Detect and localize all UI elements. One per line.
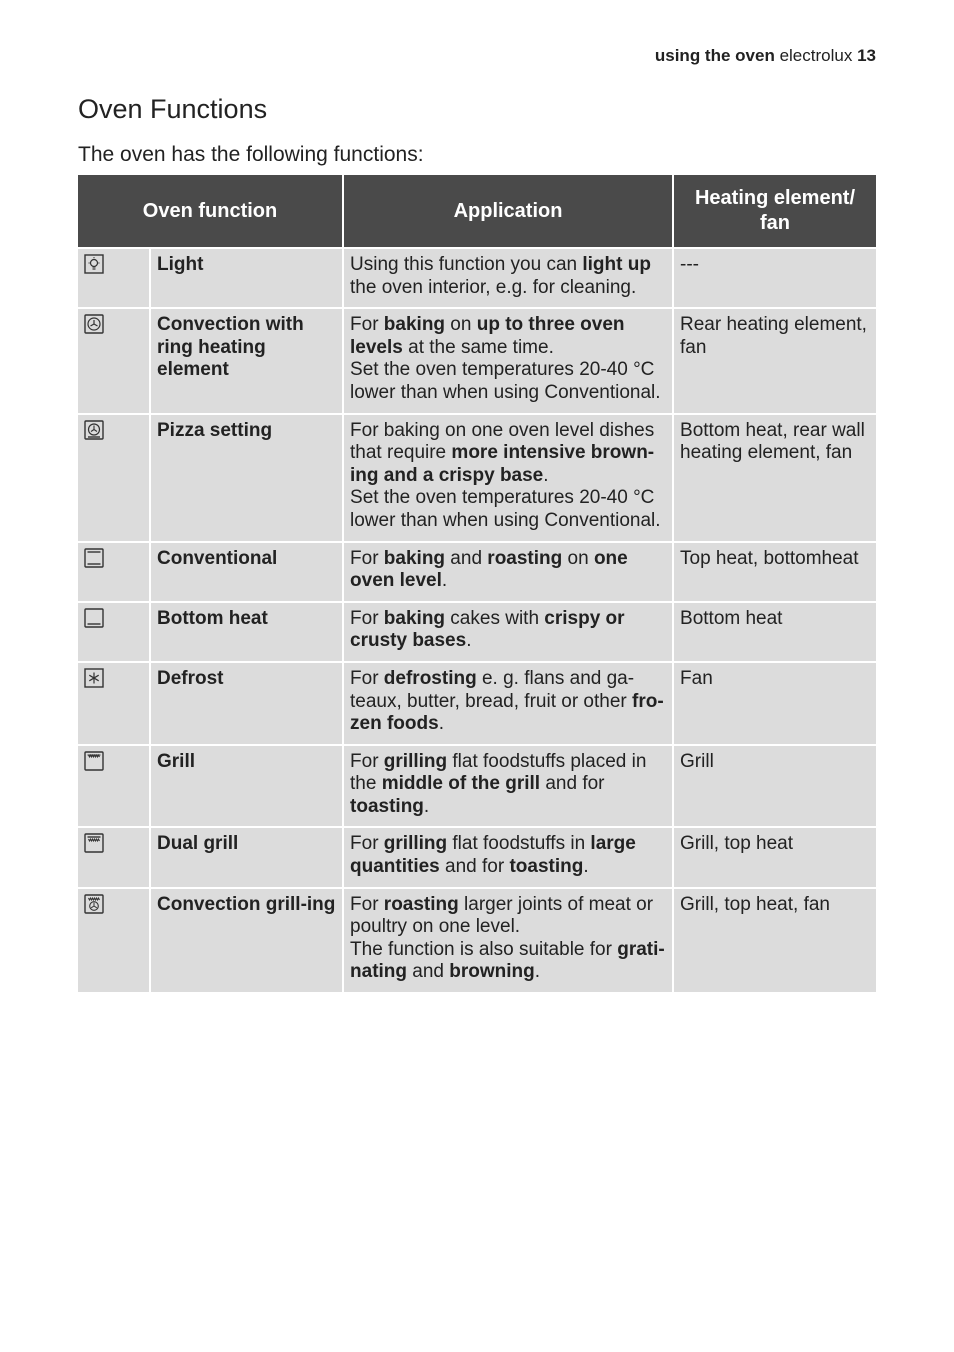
table-row [78, 248, 876, 308]
table-row [78, 602, 876, 662]
application-text: For [350, 607, 384, 629]
application-text: flat foodstuffs in [447, 833, 591, 855]
application-text: and [407, 961, 450, 983]
convection-ring-icon [84, 314, 104, 334]
page-title: Oven Functions [78, 94, 268, 124]
oven-functions-table [78, 175, 876, 994]
function-icon-cell [78, 888, 150, 993]
application-text: and [445, 547, 488, 569]
table-row [78, 542, 876, 602]
application-text: on [562, 547, 594, 569]
function-heating-element: --- [673, 248, 876, 308]
application-text: Using this function you can [350, 254, 583, 275]
application-emphasis: toasting [509, 856, 584, 878]
function-application [343, 542, 673, 602]
application-text: . [423, 795, 430, 817]
application-text: and for [540, 773, 605, 795]
application-emphasis: roasting [487, 547, 563, 569]
function-name: Grill [150, 745, 343, 828]
application-text: . [583, 856, 589, 878]
application-emphasis: toasting [350, 795, 424, 817]
running-header [655, 46, 876, 66]
intro-text: The oven has the following functions: [78, 143, 424, 166]
function-heating-element: Grill [673, 745, 876, 828]
application-text: For [350, 314, 384, 336]
application-text: on [445, 314, 477, 336]
function-application [343, 745, 673, 828]
application-emphasis: fro-zen foods [350, 690, 664, 735]
application-text: For [350, 547, 384, 569]
function-icon-cell [78, 542, 150, 602]
function-heating-element: Bottom heat [673, 602, 876, 662]
application-text: For [350, 750, 384, 772]
function-icon-cell [78, 602, 150, 662]
function-icon-cell [78, 414, 150, 542]
table-row [78, 414, 876, 542]
pizza-setting-icon [84, 420, 104, 440]
function-icon-cell [78, 745, 150, 828]
header-brand: electrolux [779, 46, 853, 65]
application-emphasis: grilling [383, 833, 448, 855]
application-text: at the same time. [402, 336, 554, 358]
application-text: For baking on one oven level dishes that require [350, 419, 655, 464]
function-name: Conventional [150, 542, 343, 602]
function-icon-cell [78, 308, 150, 413]
column-header-application: Application [343, 175, 673, 248]
table-row [78, 745, 876, 828]
application-text: For [350, 833, 384, 855]
function-name: Light [150, 248, 343, 308]
function-application [343, 602, 673, 662]
light-icon [84, 254, 104, 274]
convection-grilling-icon [84, 894, 104, 914]
column-header-heating-element: Heating element/ fan [673, 175, 876, 248]
conventional-icon [84, 548, 104, 568]
application-emphasis: roasting [383, 893, 459, 915]
application-text: For [350, 893, 384, 915]
application-text: e. g. flans and ga-teaux, butter, bread, fruit or other [350, 667, 635, 712]
function-heating-element: Fan [673, 662, 876, 745]
application-emphasis: grati-nating [350, 938, 665, 983]
function-application [343, 248, 673, 308]
table-row [78, 662, 876, 745]
application-emphasis: one oven level [350, 547, 628, 592]
application-emphasis: crispy or crusty bases [350, 607, 625, 652]
function-heating-element: Grill, top heat [673, 827, 876, 887]
application-emphasis: more intensive brown-ing and a crispy base [350, 442, 655, 486]
application-text: . [534, 961, 541, 983]
function-icon-cell [78, 248, 150, 308]
application-text: For [350, 667, 384, 689]
function-name: Bottom heat [150, 602, 343, 662]
header-section: using the oven [654, 46, 775, 65]
application-text: flat foodstuffs placed in the [350, 750, 647, 795]
function-name: Dual grill [150, 827, 343, 887]
function-application [343, 888, 673, 993]
application-text: Set the oven temperatures 20-40 °C lower than when using Conventional. [350, 487, 661, 531]
application-text: Set the oven temperatures 20-40 °C lower than when using Conventional. [350, 359, 661, 403]
function-name: Pizza setting [150, 414, 343, 542]
function-heating-element: Top heat, bottomheat [673, 542, 876, 602]
bottom-heat-icon [84, 608, 104, 628]
application-emphasis: browning [449, 961, 535, 983]
application-emphasis: grilling [383, 750, 448, 772]
function-icon-cell [78, 827, 150, 887]
table-row [78, 308, 876, 413]
function-application [343, 414, 673, 542]
function-heating-element: Grill, top heat, fan [673, 888, 876, 993]
application-text: and for [439, 856, 510, 878]
application-emphasis: middle of the grill [381, 773, 541, 795]
function-application [343, 308, 673, 413]
application-text: . [466, 630, 472, 652]
application-emphasis: defrosting [383, 667, 477, 689]
page-number: 13 [857, 46, 876, 65]
table-row [78, 888, 876, 993]
table-header-row [78, 175, 876, 248]
function-name: Defrost [150, 662, 343, 745]
application-emphasis: baking [383, 607, 446, 629]
application-emphasis: large quantities [350, 833, 636, 878]
function-application [343, 662, 673, 745]
application-text: . [438, 713, 444, 735]
function-icon-cell [78, 662, 150, 745]
application-text: . [441, 570, 448, 592]
application-text: . [543, 464, 549, 486]
dual-grill-icon [84, 833, 104, 853]
column-header-oven-function: Oven function [78, 175, 343, 248]
application-emphasis: baking [383, 547, 446, 569]
application-text: The function is also suitable for [350, 938, 618, 960]
function-heating-element: Rear heating element, fan [673, 308, 876, 413]
application-emphasis: up to three oven levels [350, 314, 625, 358]
table-row [78, 827, 876, 887]
application-text: cakes with [445, 607, 545, 629]
function-name: Convection with ring heating element [150, 308, 343, 413]
function-name: Convection grill-ing [150, 888, 343, 993]
grill-icon [84, 751, 104, 771]
function-heating-element: Bottom heat, rear wall heating element, fan [673, 414, 876, 542]
application-emphasis: light up [582, 254, 651, 275]
function-application [343, 827, 673, 887]
application-text: the oven interior, e.g. for cleaning. [350, 276, 637, 298]
defrost-icon [84, 668, 104, 688]
application-text: larger joints of meat or poultry on one level. [350, 893, 654, 938]
application-emphasis: baking [383, 314, 446, 336]
